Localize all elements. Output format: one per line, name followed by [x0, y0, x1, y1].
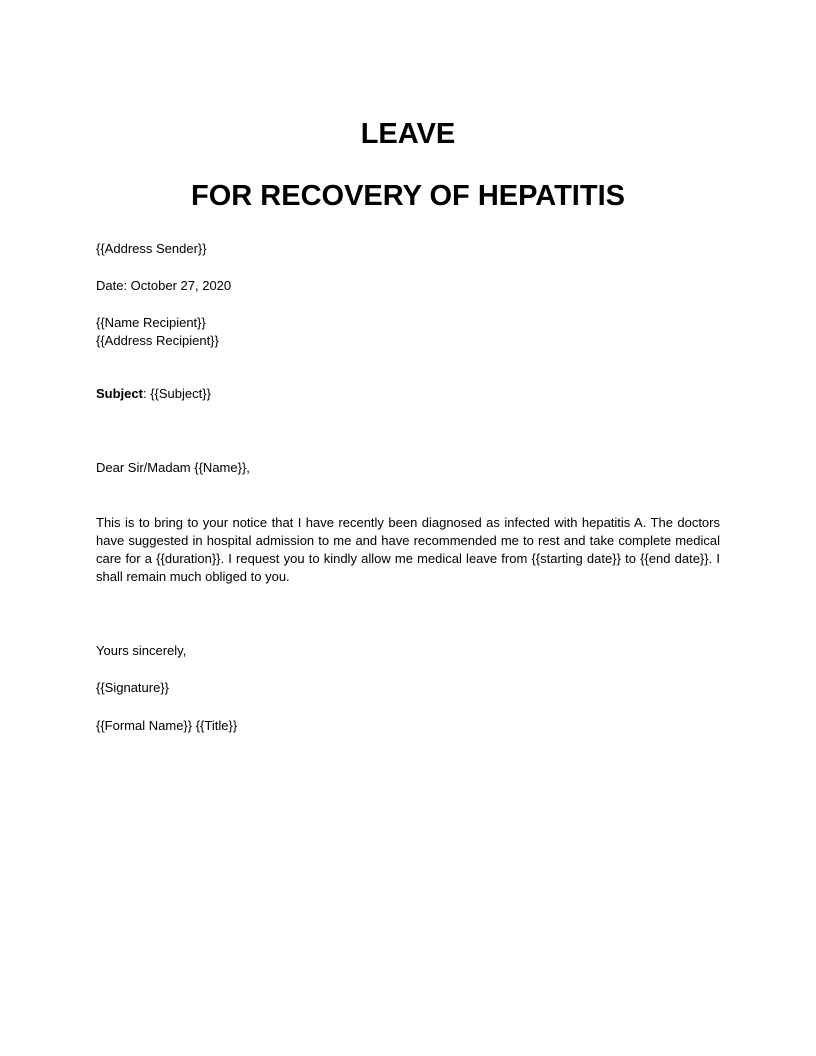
- signature: {{Signature}}: [96, 680, 170, 695]
- subject-label: Subject: [96, 386, 143, 401]
- letter-date: Date: October 27, 2020: [96, 278, 232, 293]
- formal-name-title: {{Formal Name}} {{Title}}: [96, 718, 238, 733]
- sender-address: {{Address Sender}}: [96, 241, 207, 256]
- document-title: LEAVE: [360, 118, 456, 150]
- document-subtitle: FOR RECOVERY OF HEPATITIS: [191, 180, 625, 212]
- body-paragraph: This is to bring to your notice that I have recently been diagnosed as infected with hepatitis A. The doctors have suggested in hospital admission to me and have recommended me to rest and take complete medical care for a {{duration}}. I request you to kindly allow me medical leave from {{starting date}} to {{end date}}. I shall remain much obliged to you.: [96, 515, 720, 584]
- subject-line: [96, 385, 211, 403]
- closing: Yours sincerely,: [96, 643, 187, 658]
- salutation: Dear Sir/Madam {{Name}},: [96, 460, 250, 475]
- recipient-address: {{Address Recipient}}: [96, 333, 219, 348]
- recipient-name: {{Name Recipient}}: [96, 315, 206, 330]
- subject-value: : {{Subject}}: [142, 386, 211, 401]
